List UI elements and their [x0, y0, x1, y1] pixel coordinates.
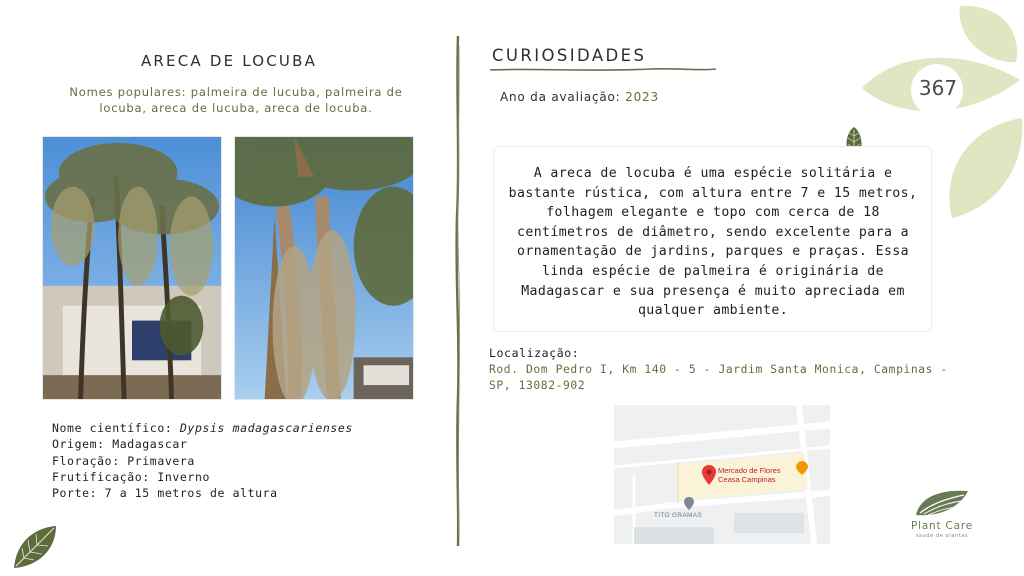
street-pin-icon: [684, 497, 694, 510]
title-underline: [490, 66, 716, 74]
fruiting: Frutificação: Inverno: [52, 469, 210, 484]
location-label: Localização:: [489, 346, 580, 360]
leaf-icon: [10, 522, 60, 572]
size: Porte: 7 a 15 metros de altura: [52, 486, 278, 501]
scientific-name: Nome científico: Dypsis madagascarienses: [52, 421, 353, 435]
palm-photo-1: [42, 136, 222, 400]
plant-title: ARECA DE LOCUBA: [140, 52, 318, 70]
description-text: A areca de locuba é uma espécie solitária e bastante rústica, com altura entre 7 e 15 metros, folhagem elegante e topo com cerca de 18 centímetros de diâmetro, sendo excelente para a ornamentação de jardins, parques e praças. Essa linda espécie de palmeira é originária de Madagascar e sua presença é muito apreciada em qualquer ambiente.: [508, 166, 918, 319]
map-place-label: Mercado de Flores Ceasa Campinas: [718, 466, 781, 484]
popular-names: Nomes populares: palmeira de lucuba, palmeira de locuba, areca de lucuba, areca de locuba.: [69, 85, 403, 115]
section-title: CURIOSIDADES: [492, 46, 647, 65]
page-number-badge: 367: [918, 76, 958, 100]
map-street-label: TITO GRAMAS: [654, 512, 702, 519]
brand-name: Plant Care: [910, 520, 974, 532]
location-address: Rod. Dom Pedro I, Km 140 - 5 - Jardim Santa Monica, Campinas - SP, 13082-902: [489, 363, 948, 392]
flowering: Floração: Primavera: [52, 453, 195, 468]
brand-tagline: saude de plantas: [915, 533, 969, 539]
column-divider: [452, 36, 464, 546]
evaluation-year: Ano da avaliação: 2023: [500, 90, 659, 104]
plant-care-logo: [914, 487, 970, 519]
plant-facts: [52, 420, 353, 501]
food-place-icon: [796, 461, 808, 475]
origin: Origem: Madagascar: [52, 437, 188, 452]
palm-photo-2: [234, 136, 414, 400]
map-pin-icon[interactable]: [702, 465, 716, 485]
